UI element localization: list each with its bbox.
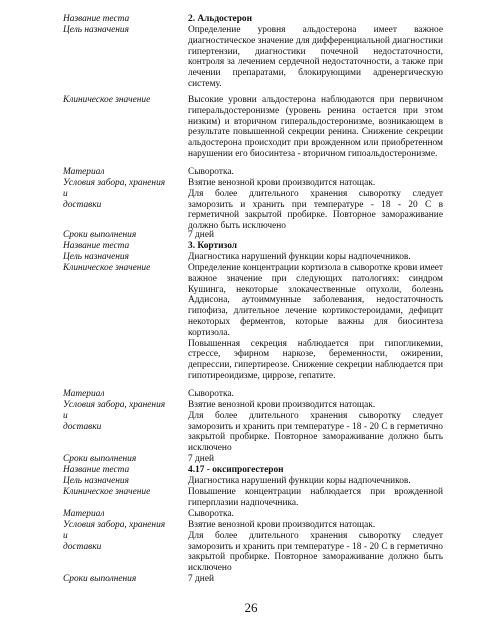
field-value: Диагностика нарушений функции коры надпочечников.	[188, 252, 411, 262]
table-row	[63, 230, 443, 241]
field-label: Цель назначения	[63, 25, 129, 35]
field-label: Сроки выполнения	[63, 574, 137, 584]
field-label: Материал	[63, 509, 105, 519]
field-label: Материал	[63, 389, 105, 399]
field-value: Определение уровня альдостерона имеет важное диагностическое значение для дифференциальной диагностики гипертензии, диагностики почечной недостаточности, контроля за лечением сердечной недостаточности, а также при лечении препаратами, блокирующими адренергическую систему.	[188, 25, 443, 89]
field-label: Цель назначения	[63, 476, 129, 486]
field-value: 7 дней	[188, 454, 214, 464]
table-row	[63, 178, 443, 232]
field-label: Название теста	[63, 14, 130, 24]
field-label: Сроки выполнения	[63, 454, 137, 464]
table-row	[63, 574, 443, 585]
field-value: Диагностика нарушений функции коры надпочечников.	[188, 476, 411, 486]
field-label: Название теста	[63, 465, 130, 475]
field-value: 7 дней	[188, 230, 214, 240]
table-row	[63, 520, 443, 574]
field-value: Повышение концентрации наблюдается при врожденной гиперплазии надпочечника.	[188, 487, 443, 508]
field-label: Сроки выполнения	[63, 230, 137, 240]
field-label: Клиническое значение	[63, 487, 151, 497]
test-title: 3. Кортизол	[188, 241, 238, 251]
table-row	[63, 263, 443, 382]
table-row	[63, 389, 443, 400]
field-label: Клиническое значение	[63, 263, 151, 273]
table-row	[63, 25, 443, 90]
table-row	[63, 476, 443, 487]
field-value: Сыворотка.	[188, 509, 234, 519]
test-title: 4.17 - оксипрогестерон	[188, 465, 284, 475]
table-row	[63, 465, 443, 476]
table-row	[63, 509, 443, 520]
field-value: Определение концентрации кортизола в сыворотке крови имеет важное значение при следующих патологиях: синдром Кушинга, некоторые злокачественные опухоли, болезнь Аддисона, аутоиммунные заболевания, недостаточность гипофиза, длительное лечение кортикостероидами, дефицит некоторых ферментов, которые важны для биосинтеза кортизола. Повышенная секреция наблюдается при гипогликемии, стрессе, эфирном наркозе, беременности, ожирении, депрессии, гипертиреозе. Снижение секреции наблюдается при гипотиреоидизме, циррозе, гепатите.	[188, 263, 443, 381]
field-label: Условия забора, хранения и доставки	[63, 520, 166, 552]
field-value: Взятие венозной крови производится натощак. Для более длительного хранения сыворотку следует заморозить и хранить при температуре - 18 - 20 С в герметичной закрытой пробирке. Повторное замораживание должно быть исключено	[188, 178, 443, 232]
field-value: Сыворотка.	[188, 389, 234, 399]
field-value: Взятие венозной крови производится натощак. Для более длительного хранения сыворотку следует заморозить и хранить при температуре - 18 - 20 С в герметично закрытой пробирке. Повторное замораживание должно быть исключено	[188, 400, 443, 454]
table-row	[63, 95, 443, 160]
table-row	[63, 252, 443, 263]
table-row	[63, 454, 443, 465]
table-row	[63, 14, 443, 25]
field-value: Сыворотка.	[188, 167, 234, 177]
field-label: Условия забора, хранения и доставки	[63, 400, 166, 432]
table-row	[63, 241, 443, 252]
table-row	[63, 167, 443, 178]
field-label: Материал	[63, 167, 105, 177]
field-value: 7 дней	[188, 574, 214, 584]
field-value: Взятие венозной крови производится натощак. Для более длительного хранения сыворотку следует заморозить и хранить при температуре - 18 - 20 С в герметично закрытой пробирке. Повторное замораживание должно быть исключено	[188, 520, 443, 574]
table-row	[63, 487, 443, 509]
table-row	[63, 400, 443, 454]
field-label: Условия забора, хранения и доставки	[63, 178, 166, 210]
test-title: 2. Альдостерон	[188, 14, 253, 24]
field-label: Цель назначения	[63, 252, 129, 262]
field-value: Высокие уровни альдостерона наблюдаются при первичном гиперальдостеронизме (уровень ренина остается при этом низким) и вторичном гиперальдостеронизме, возникающем в результате повышенной секреции ренина. Снижение секреции альдостерона происходит при врожденном или приобретенном нарушении его биосинтеза - вторичном гипоальдостеронизме.	[188, 95, 443, 159]
page-number: 26	[244, 600, 258, 615]
field-label: Клиническое значение	[63, 95, 151, 105]
field-label: Название теста	[63, 241, 130, 251]
